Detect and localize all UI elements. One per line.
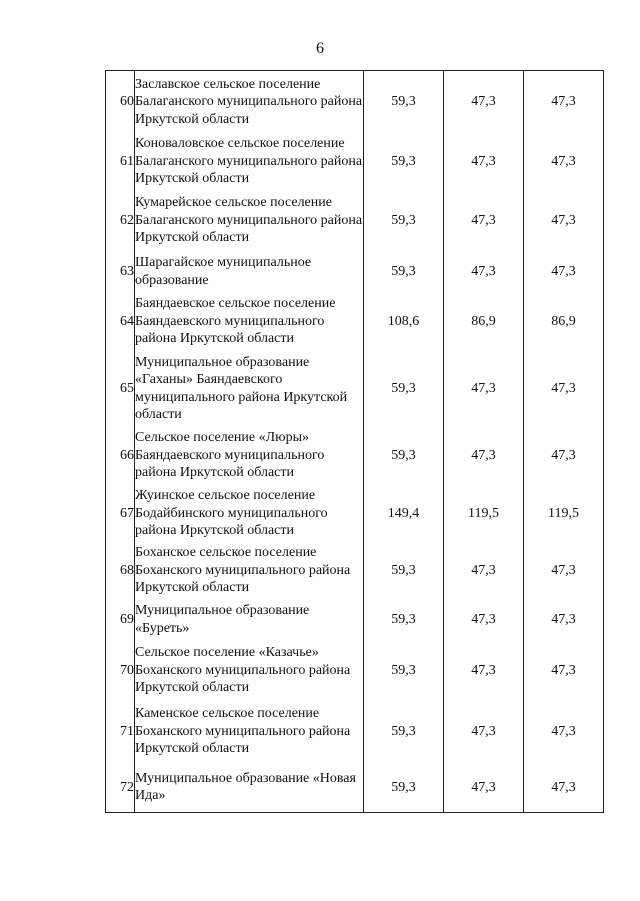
value-col-2: 47,3 <box>444 701 524 763</box>
value-col-3: 47,3 <box>524 701 604 763</box>
value-col-2: 47,3 <box>444 641 524 701</box>
value-col-3: 47,3 <box>524 351 604 427</box>
row-number: 69 <box>106 599 135 641</box>
value-col-2: 47,3 <box>444 763 524 813</box>
table-row <box>106 351 604 427</box>
value-col-1: 59,3 <box>364 251 444 293</box>
table-row <box>106 191 604 251</box>
value-col-1: 59,3 <box>364 351 444 427</box>
row-number: 72 <box>106 763 135 813</box>
municipality-name: Сельское поселение «Люры» Баяндаевского муниципального района Иркутской области <box>135 427 364 485</box>
row-number: 63 <box>106 251 135 293</box>
value-col-3: 47,3 <box>524 71 604 133</box>
page-number: 6 <box>316 40 324 57</box>
value-col-1: 59,3 <box>364 543 444 599</box>
value-col-1: 59,3 <box>364 191 444 251</box>
value-col-3: 47,3 <box>524 641 604 701</box>
value-col-1: 108,6 <box>364 293 444 351</box>
row-number: 66 <box>106 427 135 485</box>
value-col-3: 47,3 <box>524 543 604 599</box>
table-row <box>106 133 604 191</box>
municipality-name: Шарагайское муниципальное образование <box>135 251 364 293</box>
value-col-1: 59,3 <box>364 641 444 701</box>
value-col-2: 47,3 <box>444 71 524 133</box>
value-col-3: 47,3 <box>524 763 604 813</box>
value-col-1: 59,3 <box>364 427 444 485</box>
municipal-table <box>105 70 604 813</box>
value-col-1: 59,3 <box>364 763 444 813</box>
value-col-1: 149,4 <box>364 485 444 543</box>
value-col-2: 47,3 <box>444 427 524 485</box>
table-row <box>106 641 604 701</box>
value-col-2: 47,3 <box>444 251 524 293</box>
value-col-3: 47,3 <box>524 191 604 251</box>
value-col-3: 47,3 <box>524 251 604 293</box>
row-number: 71 <box>106 701 135 763</box>
row-number: 60 <box>106 71 135 133</box>
row-number: 67 <box>106 485 135 543</box>
value-col-2: 47,3 <box>444 351 524 427</box>
municipality-name: Муниципальное образование «Гаханы» Баяндаевского муниципального района Иркутской области <box>135 351 364 427</box>
municipality-name: Жуинское сельское поселение Бодайбинского муниципального района Иркутской области <box>135 485 364 543</box>
municipality-name: Боханское сельское поселение Боханского муниципального района Иркутской области <box>135 543 364 599</box>
value-col-2: 119,5 <box>444 485 524 543</box>
municipality-name: Кумарейское сельское поселение Балаганского муниципального района Иркутской области <box>135 191 364 251</box>
table-row <box>106 293 604 351</box>
table-row <box>106 485 604 543</box>
value-col-3: 47,3 <box>524 599 604 641</box>
row-number: 61 <box>106 133 135 191</box>
row-number: 70 <box>106 641 135 701</box>
value-col-1: 59,3 <box>364 133 444 191</box>
value-col-1: 59,3 <box>364 701 444 763</box>
value-col-2: 86,9 <box>444 293 524 351</box>
municipality-name: Заславское сельское поселение Балаганского муниципального района Иркутской области <box>135 71 364 133</box>
row-number: 68 <box>106 543 135 599</box>
value-col-3: 47,3 <box>524 133 604 191</box>
value-col-3: 47,3 <box>524 427 604 485</box>
table-row <box>106 763 604 813</box>
table-row <box>106 251 604 293</box>
value-col-1: 59,3 <box>364 599 444 641</box>
value-col-2: 47,3 <box>444 133 524 191</box>
value-col-2: 47,3 <box>444 599 524 641</box>
municipality-name: Баяндаевское сельское поселение Баяндаевского муниципального района Иркутской области <box>135 293 364 351</box>
municipality-name: Коноваловское сельское поселение Балаганского муниципального района Иркутской области <box>135 133 364 191</box>
value-col-3: 86,9 <box>524 293 604 351</box>
value-col-1: 59,3 <box>364 71 444 133</box>
table-row <box>106 427 604 485</box>
municipality-name: Сельское поселение «Казачье» Боханского муниципального района Иркутской области <box>135 641 364 701</box>
table-row <box>106 543 604 599</box>
municipality-name: Муниципальное образование «Новая Ида» <box>135 763 364 813</box>
value-col-3: 119,5 <box>524 485 604 543</box>
table-row <box>106 71 604 133</box>
municipality-name: Муниципальное образование «Буреть» <box>135 599 364 641</box>
value-col-2: 47,3 <box>444 543 524 599</box>
table-row <box>106 599 604 641</box>
row-number: 62 <box>106 191 135 251</box>
row-number: 64 <box>106 293 135 351</box>
row-number: 65 <box>106 351 135 427</box>
municipality-name: Каменское сельское поселение Боханского муниципального района Иркутской области <box>135 701 364 763</box>
table-row <box>106 701 604 763</box>
value-col-2: 47,3 <box>444 191 524 251</box>
